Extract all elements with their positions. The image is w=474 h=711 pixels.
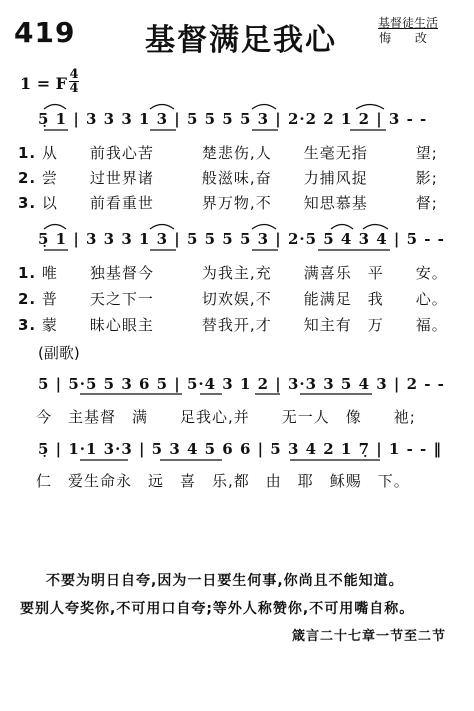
source-subcategory: 悔 改 <box>379 31 437 45</box>
verse-number: 1. <box>18 144 37 162</box>
time-top: 4 <box>69 67 79 82</box>
bible-verse-line: 不要为明日自夸,因为一日要生何事,你尚且不能知道。 <box>46 573 404 589</box>
verse-lyric: 唯 独基督今 为我主,充 满喜乐 平 安。 <box>41 264 448 282</box>
source-category: 基督徒生活 <box>378 16 439 30</box>
verse-lyric: 从 前我心苦 楚悲伤,人 生毫无指 望; <box>41 144 438 162</box>
verse-row <box>18 192 438 213</box>
verse-number: 2. <box>18 290 37 308</box>
key-signature: 1 = F <box>20 74 68 93</box>
verse-number: 3. <box>18 316 37 334</box>
music-line-2: 5̣ 1 | 3 3 3 1 3 | 5 5 5 5 3 | 2·5 5 4 3 4 | 5 - - <box>38 230 445 248</box>
verse-number: 2. <box>18 169 37 187</box>
hymn-number: 419 <box>14 16 76 49</box>
bible-verse-line: 要别人夸奖你,不可用口自夸;等外人称赞你,不可用嘴自称。 <box>20 601 415 617</box>
verse-row <box>18 142 438 163</box>
music-line-4: 5̣ | 1·1 3·3 | 5 3 4 5 6 6 | 5 3 4 2 1 7̣ | 1 - - ‖ <box>38 440 442 458</box>
verse-row <box>18 314 448 335</box>
hymn-title: 基督满足我心 <box>145 23 337 58</box>
chorus-lyric: 今 主基督 满 足我心,并 无一人 像 祂; <box>36 408 416 426</box>
chorus-label: (副歌) <box>38 344 80 362</box>
verse-lyric: 普 天之下一 切欢娱,不 能满足 我 心。 <box>41 290 448 308</box>
verse-row <box>18 262 448 283</box>
verse-row <box>18 167 438 188</box>
music-line-1: 5̣ 1 | 3 3 3 1 3 | 5 5 5 5 3 | 2·2 2 1 2 | 3 - - <box>38 110 428 128</box>
verse-number: 3. <box>18 194 37 212</box>
bible-reference: 箴言二十七章一节至二节 <box>291 629 446 644</box>
time-bottom: 4 <box>69 81 79 96</box>
verse-number: 1. <box>18 264 37 282</box>
verse-lyric: 以 前看重世 界万物,不 知思慕基 督; <box>41 194 438 212</box>
verse-row <box>18 288 448 309</box>
verse-lyric: 蒙 昧心眼主 替我开,才 知主有 万 福。 <box>41 316 448 334</box>
music-line-3: 5 | 5·5 5 3 6 5 | 5·4 3 1 2 | 3·3 3 5 4 3 | 2 - - <box>38 375 445 393</box>
verse-lyric: 尝 过世界诸 般滋味,奋 力捕风捉 影; <box>41 169 438 187</box>
chorus-lyric: 仁 爱生命永 远 喜 乐,都 由 耶 稣赐 下。 <box>36 472 410 490</box>
